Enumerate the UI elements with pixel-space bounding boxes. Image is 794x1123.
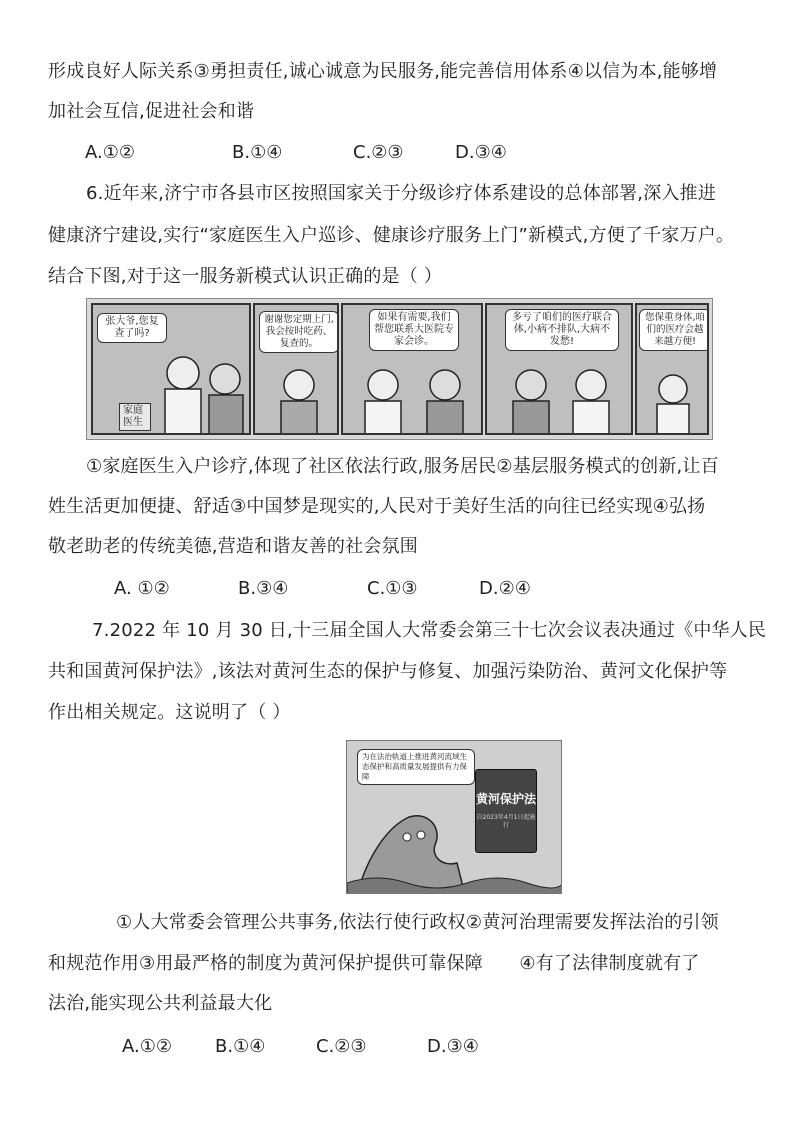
q7-statement-line-3: 法治,能实现公共利益最大化	[48, 993, 273, 1014]
comic-panel-3	[341, 303, 483, 435]
q6-option-c: C.①③	[367, 578, 418, 599]
q5-option-d: D.③④	[455, 142, 507, 163]
q7-option-a: A.①②	[122, 1036, 172, 1057]
q7-statement-line-1: ①人大常委会管理公共事务,依法行使行政权②黄河治理需要发挥法治的引领	[116, 912, 719, 933]
q6-statement-line-1: ①家庭医生入户诊疗,体现了社区依法行政,服务居民②基层服务模式的创新,让百	[86, 456, 719, 477]
q5-option-c: C.②③	[353, 142, 404, 163]
q7-option-d: D.③④	[427, 1036, 479, 1057]
q6-stem-line-1: 6.近年来,济宁市各县市区按照国家关于分级诊疗体系建设的总体部署,深入推进	[86, 183, 717, 204]
comic-panel-5	[635, 303, 709, 435]
q6-option-a: A. ①②	[114, 578, 170, 599]
comic-panel-3-bubble: 如果有需要,我们帮您联系大医院专家会诊。	[369, 309, 459, 351]
q6-statement-line-2: 姓生活更加便捷、舒适③中国梦是现实的,人民对于美好生活的向往已经实现④弘扬	[48, 496, 706, 517]
q6-statement-line-3: 敬老助老的传统美德,营造和谐友善的社会氛围	[48, 536, 418, 557]
q7-statement-line-2: 和规范作用③用最严格的制度为黄河保护提供可靠保障 ④有了法律制度就有了	[48, 953, 700, 974]
family-doctor-sign: 家庭医生	[119, 403, 151, 431]
q5-statement-line-2: 加社会互信,促进社会和谐	[48, 101, 255, 122]
q7-option-b: B.①④	[215, 1036, 266, 1057]
q6-stem-line-2: 健康济宁建设,实行“家庭医生入户巡诊、健康诊疗服务上门”新模式,方便了千家万户。	[48, 225, 735, 246]
comic-panel-4-bubble: 多亏了咱们的医疗联合体,小病不排队,大病不发愁!	[505, 309, 619, 351]
comic-panel-5-bubble: 您保重身体,咱们的医疗会越来越方便!	[639, 309, 709, 351]
q6-option-b: B.③④	[238, 578, 289, 599]
q6-comic-strip	[86, 298, 713, 440]
comic-panel-1	[91, 303, 251, 435]
q7-stem-line-3: 作出相关规定。这说明了（ ）	[48, 702, 291, 723]
q7-yellow-river-law-poster	[346, 740, 562, 894]
doctor-waving-icon	[641, 371, 707, 435]
law-book-title: 黄河保护法	[476, 792, 537, 806]
comic-panel-2	[253, 303, 339, 435]
q7-stem-line-1: 7.2022 年 10 月 30 日,十三届全国人大常委会第三十七次会议表决通过《中华人民	[92, 620, 767, 641]
q7-option-c: C.②③	[316, 1036, 367, 1057]
clinic-figures-icon	[495, 363, 627, 435]
q5-statement-line-1: 形成良好人际关系③勇担责任,诚心诚意为民服务,能完善信用体系④以信为本,能够增	[48, 61, 718, 82]
q5-option-a: A.①②	[85, 142, 135, 163]
consultation-figures-icon	[349, 363, 479, 435]
comic-panel-4	[485, 303, 633, 435]
q6-stem-line-3: 结合下图,对于这一服务新模式认识正确的是（ ）	[48, 266, 443, 287]
q6-option-d: D.②④	[479, 578, 531, 599]
comic-panel-2-bubble: 谢谢您定期上门,我会按时吃药、复查的。	[259, 311, 339, 353]
law-book-effective-date: 自2023年4月1日起施行	[476, 814, 536, 829]
q7-stem-line-2: 共和国黄河保护法》,该法对黄河生态的保护与修复、加强污染防治、黄河文化保护等	[48, 661, 728, 682]
river-wave-icon	[347, 797, 562, 894]
q5-option-b: B.①④	[232, 142, 283, 163]
elderly-man-icon	[265, 367, 335, 435]
comic-panel-1-bubble: 张大爷,您复查了吗?	[97, 313, 167, 343]
poster-speech-bubble: 为在法治轨道上推进黄河流域生态保护和高质量发展提供有力保障	[357, 749, 475, 785]
doctor-figure-icon	[153, 345, 249, 435]
